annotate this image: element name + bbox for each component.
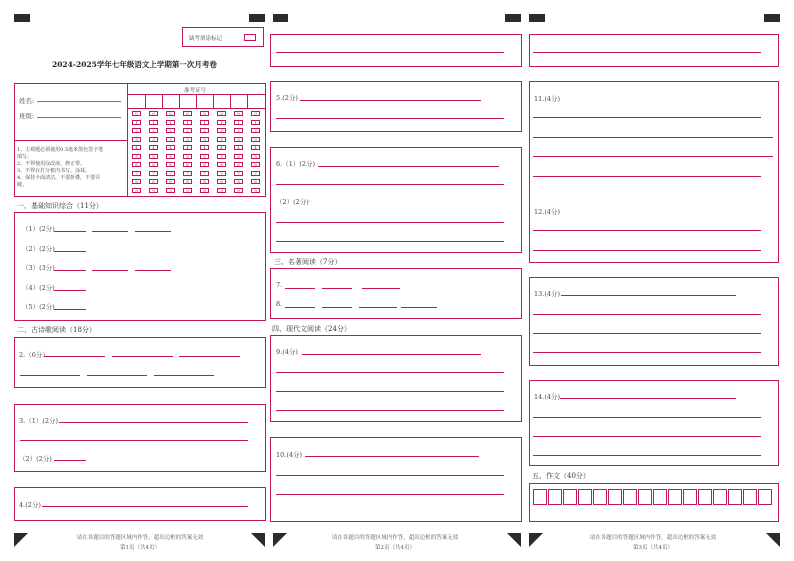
q5-label: 5.(2分) bbox=[276, 94, 298, 102]
answer-line[interactable] bbox=[305, 456, 479, 457]
footer-notice: 请在各题目的答题区域内作答，超出边框的答案无效 bbox=[589, 535, 717, 541]
omr-bubble[interactable]: 8 bbox=[251, 179, 260, 184]
answer-line[interactable] bbox=[135, 270, 171, 271]
answer-line[interactable] bbox=[533, 455, 761, 456]
omr-bubble[interactable]: 1 bbox=[166, 120, 175, 125]
omr-bubble[interactable]: 5 bbox=[132, 154, 141, 159]
page-number: 第1页（共4页） bbox=[120, 545, 160, 551]
corner-triangle bbox=[14, 533, 28, 547]
essay-cell[interactable] bbox=[623, 489, 637, 505]
q1-2-label: （2）(2分) bbox=[22, 245, 55, 253]
instruction-line: 填写。 bbox=[17, 154, 33, 160]
answer-line[interactable] bbox=[533, 52, 761, 53]
answer-line[interactable] bbox=[179, 356, 240, 357]
corner-triangle bbox=[507, 533, 521, 547]
answer-line[interactable] bbox=[285, 307, 315, 308]
answer-box-q7-q8 bbox=[270, 268, 522, 319]
answer-line[interactable] bbox=[54, 290, 86, 291]
essay-cell[interactable] bbox=[713, 489, 727, 505]
q2-label: 2.（6分） bbox=[19, 351, 49, 359]
answer-line[interactable] bbox=[533, 137, 773, 138]
omr-bubble[interactable]: 6 bbox=[200, 162, 209, 167]
omr-bubble[interactable]: 4 bbox=[149, 145, 158, 150]
registration-mark bbox=[14, 14, 30, 22]
section-2-title: 二、古诗歌阅读（18分） bbox=[17, 326, 96, 334]
exam-title: 2024-2025学年七年级语文上学期第一次月考卷 bbox=[52, 60, 217, 69]
section-4-title: 四、现代文阅读（24分） bbox=[272, 325, 351, 333]
answer-line[interactable] bbox=[20, 440, 248, 441]
grid-divider bbox=[145, 94, 146, 108]
grid-divider bbox=[162, 94, 163, 108]
divider bbox=[127, 83, 128, 197]
omr-bubble[interactable]: 9 bbox=[200, 188, 209, 193]
answer-line[interactable] bbox=[276, 184, 504, 185]
instruction-line: 2、不得使用涂改液、修正带。 bbox=[17, 161, 86, 167]
section-3-title: 三、名著阅读（7分） bbox=[274, 258, 342, 266]
omr-bubble[interactable]: 6 bbox=[217, 162, 226, 167]
registration-mark bbox=[249, 14, 265, 22]
omr-bubble[interactable]: 9 bbox=[234, 188, 243, 193]
grid-divider bbox=[247, 94, 248, 108]
answer-line[interactable] bbox=[59, 422, 248, 423]
answer-line[interactable] bbox=[54, 270, 86, 271]
omr-bubble[interactable]: 1 bbox=[251, 120, 260, 125]
omr-bubble[interactable]: 7 bbox=[132, 171, 141, 176]
answer-line[interactable] bbox=[276, 222, 504, 223]
answer-line[interactable] bbox=[42, 506, 248, 507]
omr-bubble[interactable]: 9 bbox=[183, 188, 192, 193]
answer-line[interactable] bbox=[359, 307, 397, 308]
omr-bubble[interactable]: 7 bbox=[234, 171, 243, 176]
answer-line[interactable] bbox=[302, 354, 481, 355]
answer-box-q4 bbox=[14, 487, 266, 521]
corner-triangle bbox=[529, 533, 543, 547]
answer-box-q14 bbox=[529, 380, 779, 466]
omr-bubble[interactable]: 9 bbox=[251, 188, 260, 193]
instruction-line: 4、保持卡面清洁，不要折叠，不要弄 bbox=[17, 175, 101, 181]
footer-notice: 请在各题目的答题区域内作答，超出边框的答案无效 bbox=[76, 535, 204, 541]
answer-line[interactable] bbox=[533, 333, 761, 334]
essay-cell[interactable] bbox=[548, 489, 562, 505]
omr-bubble[interactable]: 1 bbox=[234, 120, 243, 125]
omr-bubble[interactable]: 7 bbox=[200, 171, 209, 176]
omr-bubble[interactable]: 0 bbox=[234, 111, 243, 116]
answer-line[interactable] bbox=[112, 356, 173, 357]
answer-line[interactable] bbox=[300, 100, 481, 101]
answer-line[interactable] bbox=[20, 375, 80, 376]
registration-mark bbox=[529, 14, 545, 22]
q6-1-label: 6.（1）(2分) bbox=[276, 160, 316, 168]
omr-bubble[interactable]: 7 bbox=[217, 171, 226, 176]
omr-bubble[interactable]: 1 bbox=[183, 120, 192, 125]
grid-divider bbox=[213, 94, 214, 108]
page-number: 第2页（共4页） bbox=[375, 545, 415, 551]
essay-cell[interactable] bbox=[578, 489, 592, 505]
essay-cell[interactable] bbox=[638, 489, 652, 505]
answer-line[interactable] bbox=[533, 436, 761, 437]
q6-2-label: （2）(2分) bbox=[276, 198, 309, 206]
omr-bubble[interactable]: 8 bbox=[200, 179, 209, 184]
answer-line[interactable] bbox=[276, 241, 504, 242]
q1-5-label: （5）(2分) bbox=[22, 303, 55, 311]
omr-bubble[interactable]: 8 bbox=[166, 179, 175, 184]
absent-mark-label: 缺考填涂标记 bbox=[189, 36, 223, 42]
omr-bubble[interactable]: 0 bbox=[217, 111, 226, 116]
q11-label: 11.(4分) bbox=[534, 95, 561, 103]
omr-bubble[interactable]: 5 bbox=[149, 154, 158, 159]
answer-box-q10 bbox=[270, 437, 522, 522]
omr-bubble[interactable]: 9 bbox=[149, 188, 158, 193]
registration-mark bbox=[764, 14, 780, 22]
essay-cell[interactable] bbox=[563, 489, 577, 505]
grid-divider bbox=[196, 94, 197, 108]
omr-bubble[interactable]: 2 bbox=[200, 128, 209, 133]
omr-bubble[interactable]: 9 bbox=[217, 188, 226, 193]
omr-bubble[interactable]: 6 bbox=[132, 162, 141, 167]
omr-bubble[interactable]: 3 bbox=[251, 137, 260, 142]
omr-bubble[interactable]: 6 bbox=[234, 162, 243, 167]
omr-bubble[interactable]: 6 bbox=[166, 162, 175, 167]
answer-box-top bbox=[529, 34, 779, 67]
q8-label: 8. bbox=[276, 300, 283, 308]
answer-line[interactable] bbox=[54, 251, 86, 252]
omr-bubble[interactable]: 5 bbox=[183, 154, 192, 159]
omr-bubble[interactable]: 4 bbox=[200, 145, 209, 150]
omr-bubble[interactable]: 5 bbox=[200, 154, 209, 159]
omr-bubble[interactable]: 7 bbox=[149, 171, 158, 176]
essay-cell[interactable] bbox=[743, 489, 757, 505]
instruction-line: 破。 bbox=[17, 182, 28, 188]
omr-bubble[interactable]: 5 bbox=[166, 154, 175, 159]
omr-bubble[interactable]: 1 bbox=[132, 120, 141, 125]
answer-line[interactable] bbox=[362, 288, 400, 289]
answer-line[interactable] bbox=[276, 372, 504, 373]
corner-triangle bbox=[273, 533, 287, 547]
omr-bubble[interactable]: 0 bbox=[132, 111, 141, 116]
omr-bubble[interactable]: 8 bbox=[132, 179, 141, 184]
registration-mark bbox=[505, 14, 521, 22]
q3-1-label: 3.（1）(2分) bbox=[19, 417, 59, 425]
omr-bubble[interactable]: 3 bbox=[132, 137, 141, 142]
omr-bubble[interactable]: 2 bbox=[217, 128, 226, 133]
answer-line[interactable] bbox=[533, 176, 761, 177]
omr-bubble[interactable]: 9 bbox=[132, 188, 141, 193]
omr-bubble[interactable]: 4 bbox=[251, 145, 260, 150]
q3-2-label: （2）(2分) bbox=[19, 455, 52, 463]
omr-bubble[interactable]: 4 bbox=[217, 145, 226, 150]
answer-box-q9 bbox=[270, 335, 522, 422]
essay-cell[interactable] bbox=[728, 489, 742, 505]
omr-bubble[interactable]: 4 bbox=[166, 145, 175, 150]
answer-line[interactable] bbox=[87, 375, 147, 376]
answer-line[interactable] bbox=[154, 375, 214, 376]
omr-bubble[interactable]: 0 bbox=[251, 111, 260, 116]
omr-bubble[interactable]: 7 bbox=[183, 171, 192, 176]
answer-line[interactable] bbox=[533, 117, 761, 118]
omr-bubble[interactable]: 1 bbox=[217, 120, 226, 125]
grid-divider bbox=[230, 94, 231, 108]
answer-line[interactable] bbox=[276, 52, 504, 53]
omr-bubble[interactable]: 0 bbox=[183, 111, 192, 116]
omr-bubble[interactable]: 5 bbox=[217, 154, 226, 159]
instruction-line: 3、不得在打分框内书写、涂抹。 bbox=[17, 168, 91, 174]
omr-bubble[interactable]: 3 bbox=[183, 137, 192, 142]
essay-cell[interactable] bbox=[758, 489, 772, 505]
q7-label: 7. bbox=[276, 281, 283, 289]
answer-box-q11-q12 bbox=[529, 81, 779, 263]
answer-line[interactable] bbox=[276, 391, 504, 392]
divider bbox=[127, 108, 266, 109]
omr-bubble[interactable]: 0 bbox=[200, 111, 209, 116]
omr-bubble[interactable]: 5 bbox=[234, 154, 243, 159]
answer-line[interactable] bbox=[533, 250, 761, 251]
omr-bubble[interactable]: 8 bbox=[149, 179, 158, 184]
instruction-line: 1、主观题必须使用0.5毫米黑色签字笔 bbox=[17, 147, 104, 153]
registration-mark bbox=[273, 14, 288, 22]
answer-line[interactable] bbox=[560, 398, 736, 399]
q14-label: 14.(4分) bbox=[534, 393, 561, 401]
q1-4-label: （4）(2分) bbox=[22, 284, 55, 292]
name-field[interactable] bbox=[37, 101, 121, 102]
omr-bubble[interactable]: 1 bbox=[200, 120, 209, 125]
answer-line[interactable] bbox=[276, 494, 504, 495]
class-label: 班级: bbox=[19, 112, 35, 120]
answer-line[interactable] bbox=[276, 118, 504, 119]
section-1-title: 一、基础知识综合（11分） bbox=[17, 202, 103, 210]
omr-bubble[interactable]: 2 bbox=[234, 128, 243, 133]
omr-bubble[interactable]: 4 bbox=[183, 145, 192, 150]
essay-cell[interactable] bbox=[668, 489, 682, 505]
absent-mark-checkbox[interactable] bbox=[244, 34, 256, 41]
essay-cell[interactable] bbox=[698, 489, 712, 505]
divider bbox=[14, 140, 127, 141]
omr-bubble[interactable]: 2 bbox=[166, 128, 175, 133]
answer-line[interactable] bbox=[54, 460, 86, 461]
answer-line[interactable] bbox=[54, 231, 86, 232]
answer-line[interactable] bbox=[561, 295, 736, 296]
answer-line[interactable] bbox=[533, 417, 761, 418]
answer-line[interactable] bbox=[92, 231, 128, 232]
essay-cell[interactable] bbox=[683, 489, 697, 505]
omr-bubble[interactable]: 7 bbox=[166, 171, 175, 176]
q9-label: 9.(4分) bbox=[276, 348, 298, 356]
omr-bubble[interactable]: 9 bbox=[166, 188, 175, 193]
corner-triangle bbox=[251, 533, 265, 547]
answer-box-q2 bbox=[14, 337, 266, 388]
answer-line[interactable] bbox=[92, 270, 128, 271]
answer-line[interactable] bbox=[533, 156, 773, 157]
omr-bubble[interactable]: 3 bbox=[149, 137, 158, 142]
name-label: 姓名: bbox=[19, 97, 35, 105]
answer-box-top bbox=[270, 34, 522, 67]
omr-bubble[interactable]: 2 bbox=[251, 128, 260, 133]
section-5-title: 五、作文（40分） bbox=[532, 472, 590, 480]
answer-line[interactable] bbox=[533, 230, 761, 231]
answer-line[interactable] bbox=[533, 314, 761, 315]
omr-bubble[interactable]: 1 bbox=[149, 120, 158, 125]
omr-bubble[interactable]: 2 bbox=[183, 128, 192, 133]
omr-bubble[interactable]: 4 bbox=[132, 145, 141, 150]
answer-box-q5 bbox=[270, 81, 522, 132]
q10-label: 10.(4分) bbox=[276, 451, 303, 459]
omr-bubble[interactable]: 2 bbox=[132, 128, 141, 133]
essay-cell[interactable] bbox=[533, 489, 547, 505]
answer-line[interactable] bbox=[276, 410, 504, 411]
omr-bubble[interactable]: 3 bbox=[166, 137, 175, 142]
omr-bubble[interactable]: 3 bbox=[217, 137, 226, 142]
corner-triangle bbox=[766, 533, 780, 547]
omr-bubble[interactable]: 3 bbox=[234, 137, 243, 142]
omr-bubble[interactable]: 8 bbox=[234, 179, 243, 184]
q1-3-label: （3）(3分) bbox=[22, 264, 55, 272]
exam-number-label: 准考证号 bbox=[184, 88, 207, 94]
omr-bubble[interactable]: 6 bbox=[183, 162, 192, 167]
q13-label: 13.(4分) bbox=[534, 290, 561, 298]
answer-line[interactable] bbox=[44, 356, 105, 357]
answer-line[interactable] bbox=[322, 307, 352, 308]
essay-cell[interactable] bbox=[608, 489, 622, 505]
omr-bubble[interactable]: 0 bbox=[166, 111, 175, 116]
answer-line[interactable] bbox=[54, 309, 86, 310]
omr-bubble[interactable]: 2 bbox=[149, 128, 158, 133]
omr-bubble[interactable]: 0 bbox=[149, 111, 158, 116]
omr-bubble[interactable]: 8 bbox=[217, 179, 226, 184]
essay-cell[interactable] bbox=[593, 489, 607, 505]
essay-cell[interactable] bbox=[653, 489, 667, 505]
grid-divider bbox=[179, 94, 180, 108]
omr-bubble[interactable]: 6 bbox=[149, 162, 158, 167]
q1-1-label: （1）(2分) bbox=[22, 225, 55, 233]
answer-line[interactable] bbox=[135, 231, 171, 232]
omr-bubble[interactable]: 7 bbox=[251, 171, 260, 176]
omr-bubble[interactable]: 4 bbox=[234, 145, 243, 150]
answer-line[interactable] bbox=[285, 288, 315, 289]
answer-line[interactable] bbox=[533, 352, 761, 353]
class-field[interactable] bbox=[37, 117, 121, 118]
q4-label: 4.(2分) bbox=[19, 501, 41, 509]
omr-bubble[interactable]: 6 bbox=[251, 162, 260, 167]
page-number: 第3页（共4页） bbox=[633, 545, 673, 551]
footer-notice: 请在各题目的答题区域内作答，超出边框的答案无效 bbox=[331, 535, 459, 541]
answer-line[interactable] bbox=[401, 307, 437, 308]
answer-line[interactable] bbox=[318, 166, 499, 167]
q12-label: 12.(4分) bbox=[534, 208, 561, 216]
omr-bubble[interactable]: 3 bbox=[200, 137, 209, 142]
omr-bubble[interactable]: 8 bbox=[183, 179, 192, 184]
omr-bubble[interactable]: 5 bbox=[251, 154, 260, 159]
answer-line[interactable] bbox=[322, 288, 352, 289]
answer-line[interactable] bbox=[276, 475, 504, 476]
